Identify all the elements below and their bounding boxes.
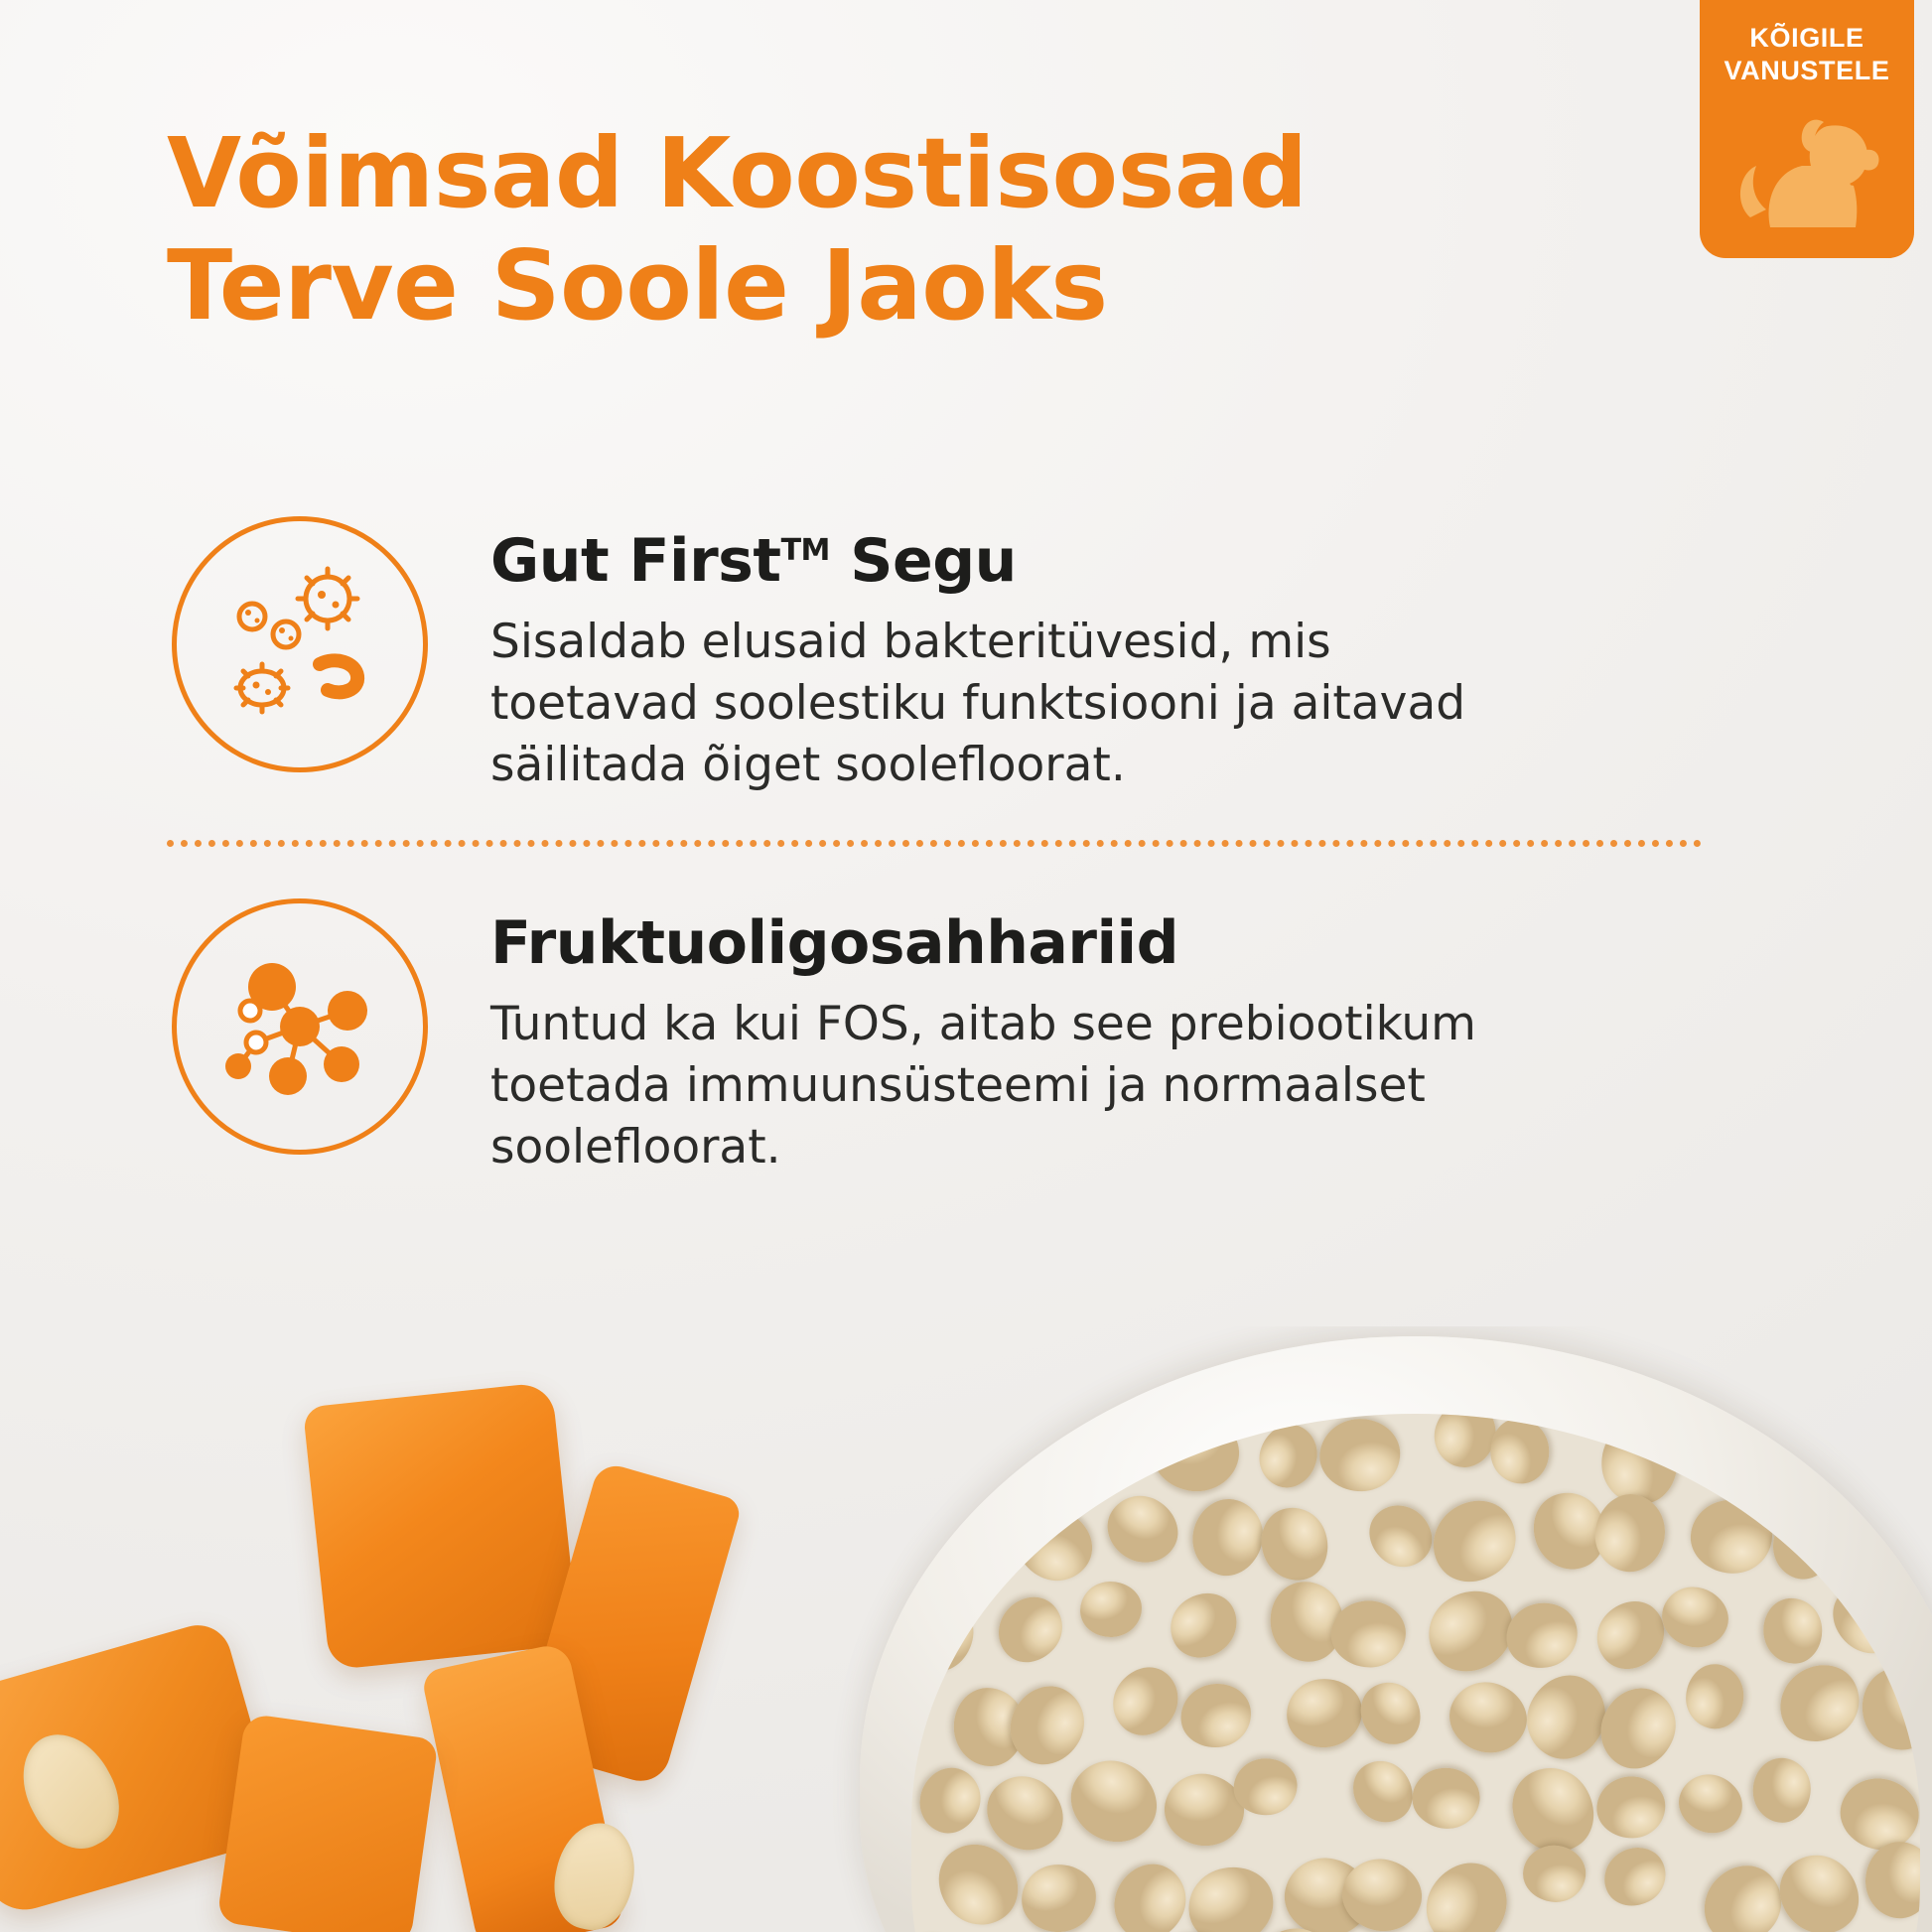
pumpkin-piece [303,1382,579,1671]
feature-text [490,508,1765,796]
feature-item [167,891,1765,1178]
bacteria-probiotic-icon [172,516,428,772]
chickpea-bowl [860,1336,1932,1932]
chickpea [1158,1581,1250,1671]
trademark-symbol: TM [780,533,830,568]
chickpea [1003,1495,1104,1594]
chickpea [1145,1414,1245,1498]
chickpea [1596,1775,1666,1839]
chickpea [1284,1675,1366,1750]
chickpea [1100,1852,1198,1932]
chickpea [986,1585,1075,1675]
feature-text [490,891,1765,1178]
chickpea [1253,1500,1337,1589]
feature-title [490,526,1765,596]
chickpea [1350,1671,1432,1754]
chickpea [1078,1580,1143,1638]
chickpea [1740,1414,1828,1501]
chickpea [911,1759,990,1843]
age-badge-line-2: VANUSTELE [1724,56,1890,86]
food-photo-area [0,1326,1932,1932]
chickpea [1655,1579,1736,1656]
chickpea [1095,1483,1190,1576]
page-title [167,117,1656,343]
chickpea [1056,1745,1172,1858]
chickpea [911,1590,981,1678]
headline-line-2: Terve Soole Jaoks [167,229,1108,343]
feature-body: Sisaldab elusaid bakteritüvesid, mis toetavad soolestiku funktsiooni ja aitavad säilitada õiget soolefloorat. [490,615,1466,793]
chickpea [1357,1493,1445,1580]
chickpea [1250,1416,1326,1495]
chickpea [1766,1650,1874,1756]
chickpea [1767,1504,1842,1584]
feature-body: Tuntud ka kui FOS, aitab see prebiootikum toetada immuunsüsteemi ja normaalset soolefloorat. [490,997,1476,1175]
chickpea [987,1414,1091,1512]
chickpea [1589,1488,1672,1577]
feature-icon-wrap [167,891,433,1155]
feature-title-suffix: Segu [829,526,1017,596]
feature-title-main: Fruktuoligosahhariid [490,908,1179,979]
chickpea [1587,1676,1689,1781]
chickpea [1856,1661,1920,1756]
chickpea [911,1414,988,1489]
chickpea [1410,1765,1482,1831]
chickpea [1179,1858,1282,1932]
chickpea [1341,1749,1424,1834]
headline-line-1: Võimsad Koostisosad [167,117,1308,229]
feature-icon-wrap [167,508,433,772]
chickpea [1583,1587,1677,1682]
chickpea [1862,1838,1920,1922]
sitting-dog-icon [1732,100,1881,236]
chickpea [1684,1663,1746,1731]
chickpea [1593,1838,1676,1917]
chickpea [1019,1862,1099,1932]
chickpea [1418,1485,1533,1598]
chickpea [1833,1414,1920,1492]
chickpea [1411,1849,1523,1932]
chickpea [1689,1498,1774,1576]
chickpea [1499,1595,1585,1675]
chickpea [1183,1491,1271,1585]
chickpea [1670,1766,1750,1843]
chickpea-pile [911,1414,1920,1932]
age-badge [1700,0,1914,258]
chickpea [997,1673,1098,1777]
feature-title [490,908,1765,978]
feature-item [167,508,1765,796]
chickpea [1488,1417,1552,1486]
feature-title-main: Gut First [490,526,781,596]
chickpea [1520,1843,1588,1905]
chickpea [1819,1568,1920,1667]
chickpea [1319,1419,1402,1493]
age-badge-line-1: KÕIGILE [1749,23,1864,53]
chickpea [1761,1595,1825,1665]
pumpkin-piece [216,1713,439,1932]
chickpea [1175,1678,1256,1753]
chickpea [1100,1655,1191,1747]
chickpea [1764,1839,1875,1932]
molecule-icon [172,898,428,1155]
dotted-divider [167,840,1702,847]
chickpea [1441,1673,1536,1763]
feature-list [167,508,1765,1178]
chickpea [1750,1756,1813,1825]
chickpea [922,1482,1021,1584]
